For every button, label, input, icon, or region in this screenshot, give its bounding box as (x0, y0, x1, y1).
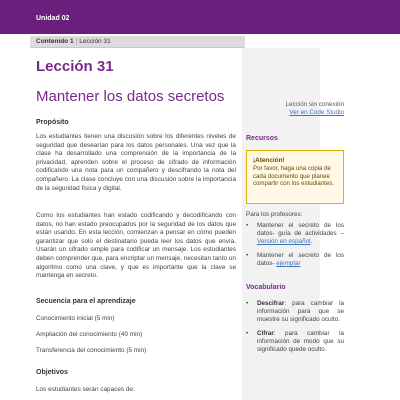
lesson-title: Lección 31 (36, 58, 114, 75)
lesson-subtitle: Mantener los datos secretos (36, 88, 225, 105)
objectives-intro: Los estudiantes serán capaces de: (36, 386, 135, 393)
purpose-heading: Propósito (36, 119, 69, 126)
teacher-resource-exemplar (257, 252, 344, 268)
breadcrumb-text (36, 38, 111, 45)
bullet: • (246, 252, 249, 259)
purpose-paragraph-1: Los estudiantes tienen una discusión sobre los diferentes niveles de seguridad que desearían para los datos personales. Una vez que la clase ha desarrollado una comprensión de la importancia de la privacidad, aprenden sobre el proceso de cifrado de información codificando una nota para un compañero y descifrando la nota del compañero. La clase concluye con una discusión sobre la importancia de la seguridad física y digital. (36, 133, 236, 192)
bullet: • (246, 330, 249, 337)
sequence-item: Conocimiento inicial (5 min) (36, 315, 115, 322)
callout-title: ¡Atención! (253, 157, 285, 164)
objectives-heading: Objetivos (36, 369, 68, 376)
vocab-definition: : para cambiar la información para que se muestre su significado oculto. (257, 300, 344, 323)
vocab-term: Cifrar (257, 330, 274, 337)
sequence-item: Transferencia del conocimiento (5 min) (36, 347, 147, 354)
exemplar-link[interactable]: ejemplar (276, 260, 301, 267)
vocab-decipher (257, 300, 344, 324)
for-teachers-label: Para los profesores: (246, 211, 303, 218)
code-studio-link[interactable]: Ver en Code Studio (289, 109, 344, 116)
sequence-heading: Secuencia para el aprendizaje (36, 298, 136, 305)
sequence-item: Ampliación del conocimiento (40 min) (36, 331, 143, 338)
bullet: • (246, 300, 249, 307)
spanish-version-link[interactable]: Versión en español (257, 238, 311, 245)
vocab-definition: : para cambiar la información de modo que su significado quede oculto. (257, 330, 344, 353)
attention-callout (246, 150, 344, 204)
unit-label: Unidad 02 (36, 15, 70, 22)
teacher-resource-activity-guide (257, 222, 344, 246)
offline-lesson (246, 101, 344, 117)
purpose-paragraph-2: Como los estudiantes han estado codificando y decodificando con datos, no han estado preocupados por la seguridad de los datos que están usando. En esta lección, comienzan a pensar en cómo pueden garantizar que solo el destinatario pueda leer los datos que envía. Usarán un cifrado simple para codificar un mensaje. Los estudiantes deben comprender que, para encriptar un mensaje, necesitan tanto un algoritmo como una clave, y que es importante que la clave se mantenga en secreto. (36, 212, 236, 280)
vocab-term: Descifrar (257, 300, 285, 307)
breadcrumb-lesson: Lección 31 (79, 38, 111, 45)
vocab-encrypt (257, 330, 344, 354)
resources-heading: Recursos (246, 135, 278, 142)
resource-end: . (310, 238, 313, 245)
bullet: • (246, 222, 249, 229)
breadcrumb-separator: | (75, 38, 78, 45)
resource-text: Mantener el secreto de los datos- (257, 252, 344, 267)
breadcrumb-course: Contenido 1 (36, 38, 74, 45)
callout-body: Por favor, haga una copia de cada documento que planee compartir con los estudiantes. (253, 165, 334, 188)
offline-label: Lección sin conexión (285, 101, 344, 108)
resource-text: Mantener el secreto de los datos- guía de actividades – (257, 222, 344, 237)
unit-header-bar (0, 0, 400, 34)
breadcrumb (30, 36, 245, 48)
vocabulary-heading: Vocabulario (246, 284, 286, 291)
